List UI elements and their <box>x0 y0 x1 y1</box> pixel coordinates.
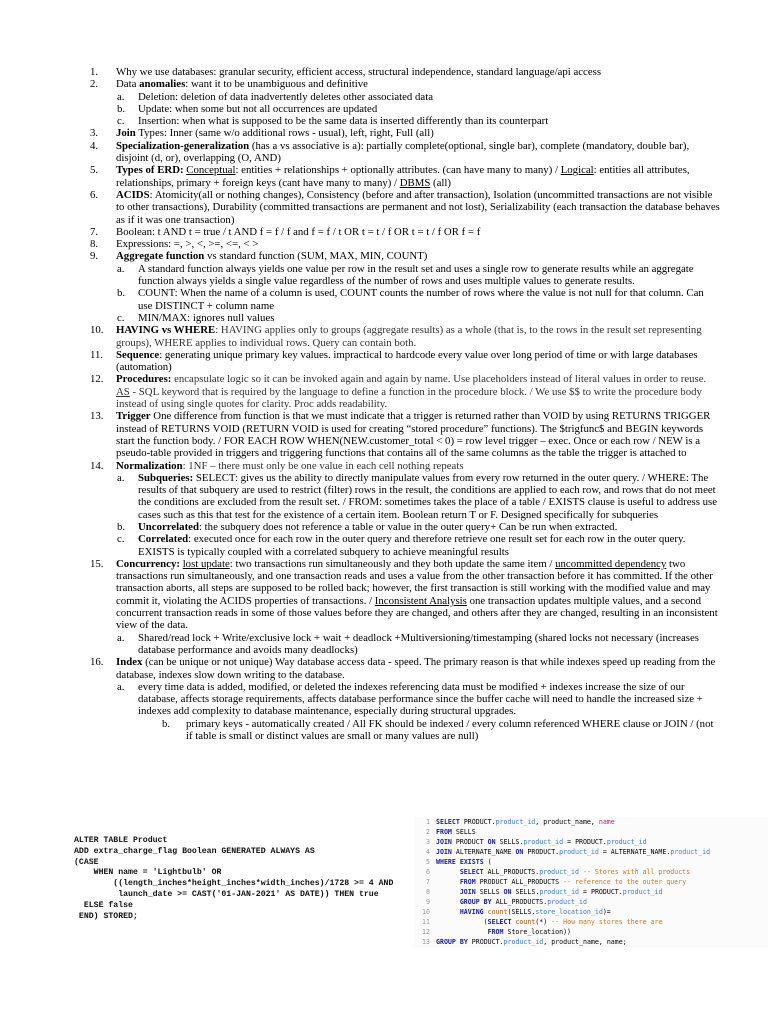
list-item: 14. Normalization: 1NF – there must only be one value in each cell nothing repeats <box>90 459 464 472</box>
notes-document <box>0 66 768 742</box>
code-line: 12 FROM Store_location)) <box>414 927 768 937</box>
list-item: 10. HAVING vs WHERE: HAVING applies only to groups (aggregate results) as a whole (that is, to the rows in the result set representing groups), WHERE applies to individual rows. Query can contain both. <box>90 324 702 349</box>
code-line: 11 (SELECT count(*) -- How many stores there are <box>414 917 768 927</box>
list-item: 7. Boolean: t AND t = true / t AND f = f / f and f = f / t OR t = t / f OR t = t / f OR f = f <box>90 225 481 238</box>
list-item: 13. Trigger One difference from function is that we must indicate that a trigger is returned rather than VOID by using RETURNS TRIGGER instead of RETURNS VOID (RETURN VOID is used for creating “stored procedure” functions). The $trigfunc$ and BEGIN keywords start the function body. / FOR EACH ROW WHEN(NEW.customer_total < 0) = row level trigger – exec. Once or each row / NEW is a pseudo-table provided in triggers and triggering functions that contains all of the same columns as the table the trigger is attached to <box>90 410 711 460</box>
line-number: 5 <box>426 858 430 866</box>
code-line: 1 SELECT PRODUCT.product_id, product_name, name <box>414 817 768 827</box>
line-number: 9 <box>426 898 430 906</box>
code-line: ((length_inches*height_inches*width_inches)/1728 >= 4 AND <box>74 879 394 889</box>
sql-code-screenshot-alter-table <box>74 836 414 922</box>
code-line: 6 SELECT ALL_PRODUCTS.product_id -- Stores with all products <box>414 867 768 877</box>
line-number: 3 <box>426 838 430 846</box>
sub-list-item: a. A standard function always yields one value per row in the result set and uses a single row to generate results while an aggregate function always yields a single value regardless of the number of rows and uses multiple values to generate results. <box>117 262 694 288</box>
sub-list-item: b. Update: when some but not all occurrences are updated <box>117 102 378 115</box>
sub-list-item: c. Insertion: when what is supposed to be the same data is inserted differently than its counterpart <box>117 115 549 128</box>
list-item: 5. Types of ERD: Conceptual: entities + relationships + optionally attributes. (can have many to many) / Logical: entities all attributes, relationships, primary + foreign keys (cant have many to many) / DBMS (all) <box>90 164 690 189</box>
code-line: ELSE false <box>74 900 133 910</box>
code-comment: -- reference to the outer query <box>563 878 687 886</box>
line-number: 8 <box>426 888 430 896</box>
sub-list-item: a. Shared/read lock + Write/exclusive lock + wait + deadlock +Multiversioning/timestamping (shared locks not necessary (increases database performance and avoids many deadlocks) <box>117 631 700 656</box>
list-item: 15. Concurrency: lost update: two transactions run simultaneously and they both update the same item / uncommitted dependency two transactions run simultaneously, and one transaction reads and uses a value from the other transaction before it has committed. If the other transaction aborts, all steps are supposed to be rolled back; however, the first transaction is still working with the modified value and may commit it, violating the ACIDS properties of transactions. / Inconsistent Analysis one transaction updates multiple values, and a second concurrent transaction reads in some of those values before they are changed, and others after they are changed, resulting in an inconsistent view of the data. <box>90 557 718 632</box>
line-number: 13 <box>422 938 430 946</box>
sub-sub-list-item: b. primary keys - automatically created / All FK should be indexed / every column referenced WHERE clause or JOIN / (not if table is small or distinct values are small or many values are null) <box>162 717 714 743</box>
list-item: 9. Aggregate function vs standard function (SUM, MAX, MIN, COUNT) <box>90 250 428 263</box>
sub-list-item: a. Deletion: deletion of data inadvertently deletes other associated data <box>117 90 434 103</box>
sub-list-item: a. Subqueries: SELECT: gives us the ability to directly manipulate values from every row returned in the outer query. / WHERE: The results of that subquery are used to restrict (filter) rows in the result, the conditions are applied to each row, and rows that do not meet the conditions are excluded from the result set. / FROM: sometimes takes the place of a table / EXISTS clause is useful to address use cases such as this that test for the existence of a certain item. Boolean return T or F. Designed specifically for subqueries <box>117 471 717 521</box>
line-number: 7 <box>426 878 430 886</box>
code-line: 10 HAVING count(SELLS.store_location_id)= <box>414 907 768 917</box>
line-number: 4 <box>426 848 430 856</box>
list-item: 3. Join Types: Inner (same w/o additional rows - usual), left, right, Full (all) <box>90 127 434 140</box>
code-line: 5 WHERE EXISTS ( <box>414 857 768 867</box>
sql-code-screenshot-exists-query <box>414 817 768 947</box>
line-number: 6 <box>426 868 430 876</box>
list-item: 4. Specialization-generalization (has a vs associative is a): partially complete(optional, single bar), complete (mandatory, double bar), disjoint (d, or), overlapping (O, AND) <box>90 139 690 165</box>
list-item: 11. Sequence: generating unique primary key values. impractical to hardcode every value over long period of time or with large databases (automation) <box>90 348 698 374</box>
code-line: WHEN name = 'Lightbulb' OR <box>74 868 222 878</box>
code-line: 4 JOIN ALTERNATE_NAME ON PRODUCT.product_id = ALTERNATE_NAME.product_id <box>414 847 768 857</box>
sub-list-item: c. Correlated: executed once for each row in the outer query and therefore retrieve one result set for each row in the outer query. EXISTS is typically coupled with a correlated subquery to achieve meaningful results <box>117 533 686 558</box>
line-number: 11 <box>422 918 430 926</box>
code-line: (CASE <box>74 857 99 867</box>
code-line: 7 FROM PRODUCT ALL_PRODUCTS -- reference to the outer query <box>414 877 768 887</box>
sub-list-item: c. MIN/MAX: ignores null values <box>117 311 275 324</box>
list-item: 16. Index (can be unique or not unique) Way database access data - speed. The primary reason is that while indexes speed up reading from the database, indexes slow down writing to the database. <box>90 656 716 681</box>
item-text: Why we use databases: granular security, efficient access, structural independence, standard language/api access <box>116 66 602 78</box>
sub-list-item: b. COUNT: When the name of a column is used, COUNT counts the number of rows where the value is not null for that column. Can use DISTINCT + column name <box>117 287 704 312</box>
code-comment: -- Stores with all products <box>582 868 691 876</box>
list-item: 1. Why we use databases: granular security, efficient access, structural independence, standard language/api access <box>90 66 602 78</box>
list-item: 8. Expressions: =, >, <, >=, <=, < > <box>90 238 259 251</box>
code-line: END) STORED; <box>74 911 138 921</box>
code-line: 3 JOIN PRODUCT ON SELLS.product_id = PRODUCT.product_id <box>414 837 768 847</box>
code-line: 2 FROM SELLS <box>414 827 768 837</box>
list-item: 12. Procedures: encapsulate logic so it can be invoked again and again by name. Use placeholders instead of literal values in order to reuse. AS - SQL keyword that is required by the language to define a function in the procedure block. / We use $$ to write the procedure body instead of using single quotes for clarity. Proc adds readability. <box>90 373 707 411</box>
code-comment: -- How many stores there are <box>551 918 663 926</box>
code-line: 8 JOIN SELLS ON SELLS.product_id = PRODUCT.product_id <box>414 887 768 897</box>
code-line: 9 GROUP BY ALL_PRODUCTS.product_id <box>414 897 768 907</box>
code-line: 13 GROUP BY PRODUCT.product_id, product_name, name; <box>414 937 768 947</box>
line-number: 12 <box>422 928 430 936</box>
list-item: 2. Data anomalies: want it to be unambiguous and definitive <box>90 78 368 91</box>
code-line: ALTER TABLE Product <box>74 836 168 845</box>
list-item: 6. ACIDS: Atomicity(all or nothing changes), Consistency (before and after transaction), Isolation (uncommitted transactions are not visible to other transactions), Durability (committed transactions are permanent and not lost), Serializability (each transaction the database behaves as if it was one transaction) <box>90 188 720 226</box>
sub-list-item: a. every time data is added, modified, or deleted the indexes referencing data must be modified + indexes increase the size of our database, affects storage requirements, affects database performance since the buffer cache will need to handle the increased size + indexes add complexity to database maintenance, especially during structural upgrades. <box>117 680 703 718</box>
line-number: 10 <box>422 908 430 916</box>
line-number: 2 <box>426 828 430 836</box>
code-line: ADD extra_charge_flag Boolean GENERATED ALWAYS AS <box>74 846 315 856</box>
line-number: 1 <box>426 818 430 826</box>
code-line: launch_date >= CAST('01-JAN-2021' AS DATE)) THEN true <box>74 889 379 899</box>
sub-list-item: b. Uncorrelated: the subquery does not reference a table or value in the outer query+ Can be run when extracted. <box>117 520 618 533</box>
